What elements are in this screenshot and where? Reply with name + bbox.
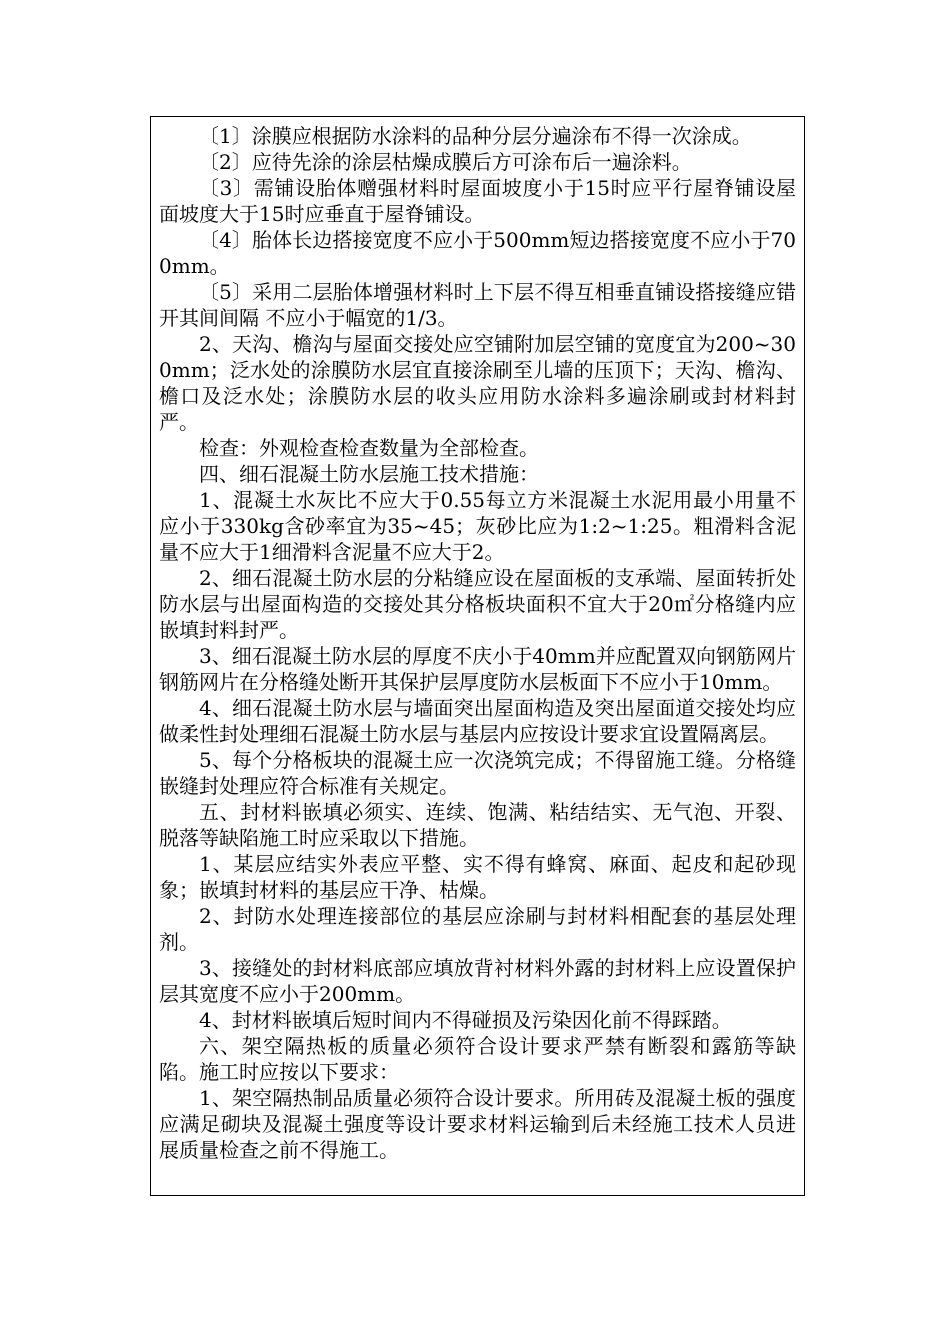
paragraph-3: 〔3〕需铺设胎体赠强材料时屋面坡度小于15时应平行屋脊铺设屋面坡度大于15时应垂直于屋脊铺设。 (159, 176, 796, 226)
paragraph-7: 检查：外观检查检查数量为全部检查。 (199, 436, 539, 460)
paragraph-15: 1、某层应结实外表应平整、实不得有蜂窝、麻面、起皮和起砂现象；嵌填封材料的基层应干净、枯燥。 (159, 852, 796, 902)
paragraph-16: 2、封防水处理连接部位的基层应涂刷与封材料相配套的基层处理剂。 (159, 904, 796, 954)
section-heading-6: 六、架空隔热板的质量必须符合设计要求严禁有断裂和露筋等缺陷。施工时应按以下要求： (159, 1034, 796, 1084)
section-heading-4: 四、细石混凝土防水层施工技术措施： (199, 462, 539, 486)
paragraph-1: 〔1〕涂膜应根据防水涂料的品种分层分遍涂布不得一次涂成。 (199, 124, 752, 148)
paragraph-20: 1、架空隔热制品质量必须符合设计要求。所用砖及混凝土板的强度应满足砌块及混凝土强度等设计要求材料运输到后未经施工技术人员进展质量检查之前不得施工。 (159, 1086, 796, 1162)
paragraph-10: 2、细石混凝土防水层的分粘缝应设在屋面板的支承端、屋面转折处防水层与出屋面构造的交接处其分格板块面积不宜大于20㎡分格缝内应嵌填封料封严。 (159, 566, 796, 642)
paragraph-6: 2、天沟、檐沟与屋面交接处应空铺附加层空铺的宽度宜为200~300mm；泛水处的涂膜防水层宜直接涂刷至儿墙的压顶下；天沟、檐沟、檐口及泛水处；涂膜防水层的收头应用防水涂料多遍涂刷或封材料封严。 (159, 332, 796, 434)
paragraph-12: 4、细石混凝土防水层与墙面突出屋面构造及突出屋面道交接处均应做柔性封处理细石混凝土防水层与基层内应按设计要求宜设置隔离层。 (159, 696, 796, 746)
paragraph-4: 〔4〕胎体长边搭接宽度不应小于500mm短边搭接宽度不应小于700mm。 (159, 228, 796, 278)
paragraph-11: 3、细石混凝土防水层的厚度不庆小于40mm并应配置双向钢筋网片钢筋网片在分格缝处断开其保护层厚度防水层板面下不应小于10mm。 (159, 644, 796, 694)
document-frame (150, 116, 805, 1196)
paragraph-17: 3、接缝处的封材料底部应填放背衬材料外露的封材料上应设置保护层其宽度不应小于200mm。 (159, 956, 796, 1006)
section-heading-5: 五、封材料嵌填必须实、连续、饱满、粘结结实、无气泡、开裂、脱落等缺陷施工时应采取以下措施。 (159, 800, 796, 850)
paragraph-9: 1、混凝土水灰比不应大于0.55每立方米混凝土水泥用最小用量不应小于330kg含砂率宜为35~45；灰砂比应为1:2~1:25。粗滑料含泥量不应大于1细滑料含泥量不应大于2。 (159, 488, 796, 564)
paragraph-18: 4、封材料嵌填后短时间内不得碰损及污染因化前不得踩踏。 (199, 1008, 732, 1032)
paragraph-2: 〔2〕应待先涂的涂层枯燥成膜后方可涂布后一遍涂料。 (199, 150, 692, 174)
paragraph-5: 〔5〕采用二层胎体增强材料时上下层不得互相垂直铺设搭接缝应错开其间间隔 不应小于幅宽的1/3。 (159, 280, 796, 330)
paragraph-13: 5、每个分格板块的混凝土应一次浇筑完成；不得留施工缝。分格缝嵌缝封处理应符合标准有关规定。 (159, 748, 796, 798)
